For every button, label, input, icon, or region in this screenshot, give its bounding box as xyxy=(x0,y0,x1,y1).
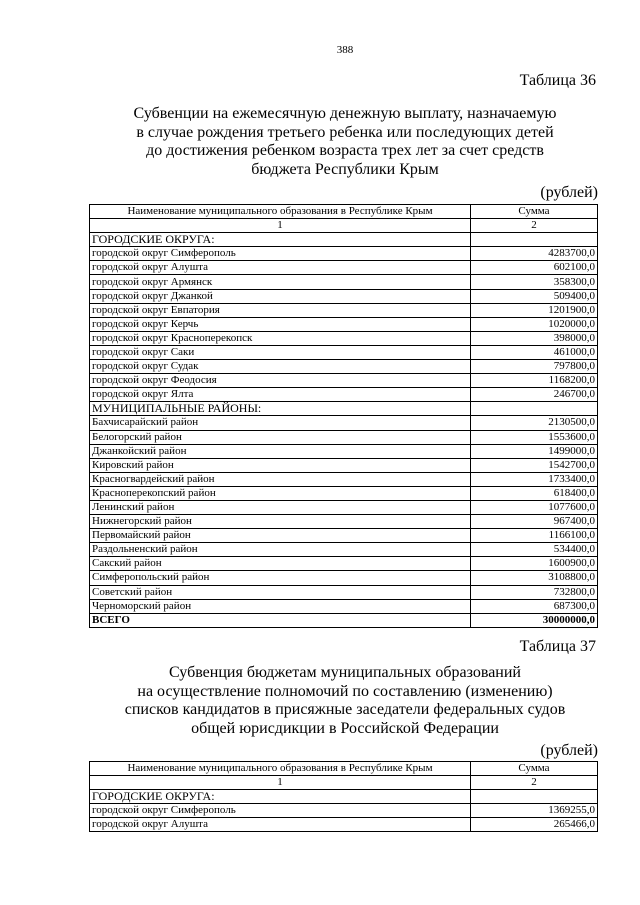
table-row xyxy=(90,289,598,303)
value-cell: 1499000,0 xyxy=(471,444,598,458)
value-cell: 358300,0 xyxy=(471,275,598,289)
table-row xyxy=(90,444,598,458)
name-cell: ГОРОДСКИЕ ОКРУГА: xyxy=(90,790,471,804)
name-cell: Бахчисарайский район xyxy=(90,416,471,430)
table-header-row xyxy=(90,762,598,776)
name-cell: городской округ Армянск xyxy=(90,275,471,289)
value-cell: 1553600,0 xyxy=(471,430,598,444)
value-cell: 687300,0 xyxy=(471,599,598,613)
value-cell: 534400,0 xyxy=(471,543,598,557)
table-row xyxy=(90,247,598,261)
value-cell: 398000,0 xyxy=(471,331,598,345)
name-cell: Черноморский район xyxy=(90,599,471,613)
table-row xyxy=(90,261,598,275)
name-cell: Джанкойский район xyxy=(90,444,471,458)
value-cell: 1020000,0 xyxy=(471,317,598,331)
name-cell: Наименование муниципального образования в Республике Крым xyxy=(90,205,471,219)
name-cell: Симферопольский район xyxy=(90,571,471,585)
name-cell: городской округ Симферополь xyxy=(90,247,471,261)
value-cell: 1542700,0 xyxy=(471,458,598,472)
table-37 xyxy=(89,761,598,832)
table-row xyxy=(90,430,598,444)
name-cell: городской округ Феодосия xyxy=(90,374,471,388)
value-cell: 732800,0 xyxy=(471,585,598,599)
table-row xyxy=(90,818,598,832)
value-cell: 1733400,0 xyxy=(471,472,598,486)
name-cell: городской округ Красноперекопск xyxy=(90,331,471,345)
table-row xyxy=(90,275,598,289)
name-cell: городской округ Алушта xyxy=(90,818,471,832)
value-cell: 1201900,0 xyxy=(471,303,598,317)
value-cell: 1168200,0 xyxy=(471,374,598,388)
value-cell: 461000,0 xyxy=(471,345,598,359)
table-row xyxy=(90,571,598,585)
table-36-label: Таблица 36 xyxy=(519,72,596,89)
value-cell: 1369255,0 xyxy=(471,804,598,818)
value-cell: 2 xyxy=(471,219,598,233)
name-cell: городской округ Керчь xyxy=(90,317,471,331)
name-cell: городской округ Алушта xyxy=(90,261,471,275)
table-36-unit: (рублей) xyxy=(540,184,598,201)
name-cell: Ленинский район xyxy=(90,500,471,514)
value-cell: 618400,0 xyxy=(471,486,598,500)
section-row xyxy=(90,233,598,247)
table-row xyxy=(90,599,598,613)
total-row xyxy=(90,613,598,627)
value-cell: 2 xyxy=(471,776,598,790)
name-cell: ВСЕГО xyxy=(90,613,471,627)
name-cell: Сакский район xyxy=(90,557,471,571)
value-cell xyxy=(471,402,598,416)
table-row xyxy=(90,804,598,818)
value-cell: 602100,0 xyxy=(471,261,598,275)
table-row xyxy=(90,416,598,430)
value-cell: 1600900,0 xyxy=(471,557,598,571)
name-cell: городской округ Судак xyxy=(90,360,471,374)
table-row xyxy=(90,500,598,514)
value-cell: 30000000,0 xyxy=(471,613,598,627)
value-cell: 2130500,0 xyxy=(471,416,598,430)
table-36 xyxy=(89,204,598,628)
section-row xyxy=(90,790,598,804)
name-cell: городской округ Евпатория xyxy=(90,303,471,317)
table-row xyxy=(90,374,598,388)
value-cell: 246700,0 xyxy=(471,388,598,402)
value-cell: 265466,0 xyxy=(471,818,598,832)
value-cell: 1077600,0 xyxy=(471,500,598,514)
table-row xyxy=(90,515,598,529)
table-row xyxy=(90,543,598,557)
table-row xyxy=(90,360,598,374)
value-cell xyxy=(471,790,598,804)
table-row xyxy=(90,458,598,472)
value-cell xyxy=(471,233,598,247)
table-row xyxy=(90,317,598,331)
table-header-row xyxy=(90,205,598,219)
value-cell: 797800,0 xyxy=(471,360,598,374)
title-line: в случае рождения третьего ребенка или последующих детей xyxy=(136,123,554,141)
table-row xyxy=(90,486,598,500)
table-row xyxy=(90,388,598,402)
name-cell: Красноперекопский район xyxy=(90,486,471,500)
value-cell: Сумма xyxy=(471,762,598,776)
column-number-row xyxy=(90,219,598,233)
value-cell: 967400,0 xyxy=(471,515,598,529)
table-37-unit: (рублей) xyxy=(540,742,598,759)
table-37-title xyxy=(90,664,600,738)
title-line: списков кандидатов в присяжные заседатели федеральных судов xyxy=(124,701,566,718)
title-line: на осуществление полномочий по составлению (изменению) xyxy=(137,682,553,700)
name-cell: Кировский район xyxy=(90,458,471,472)
name-cell: Советский район xyxy=(90,585,471,599)
name-cell: Белогорский район xyxy=(90,430,471,444)
name-cell: 1 xyxy=(90,776,471,790)
title-line: бюджета Республики Крым xyxy=(251,160,439,178)
table-row xyxy=(90,472,598,486)
table-row xyxy=(90,529,598,543)
table-row xyxy=(90,303,598,317)
name-cell: Первомайский район xyxy=(90,529,471,543)
table-row xyxy=(90,585,598,599)
table-row xyxy=(90,345,598,359)
table-37-label: Таблица 37 xyxy=(519,638,596,655)
name-cell: 1 xyxy=(90,219,471,233)
name-cell: городской округ Саки xyxy=(90,345,471,359)
section-row xyxy=(90,402,598,416)
name-cell: городской округ Джанкой xyxy=(90,289,471,303)
value-cell: Сумма xyxy=(471,205,598,219)
name-cell: ГОРОДСКИЕ ОКРУГА: xyxy=(90,233,471,247)
page-number: 388 xyxy=(336,44,354,56)
table-row xyxy=(90,557,598,571)
name-cell: Нижнегорский район xyxy=(90,515,471,529)
title-line: общей юрисдикции в Российской Федерации xyxy=(191,719,499,737)
name-cell: городской округ Симферополь xyxy=(90,804,471,818)
table-36-title xyxy=(90,105,600,179)
name-cell: Раздольненский район xyxy=(90,543,471,557)
name-cell: МУНИЦИПАЛЬНЫЕ РАЙОНЫ: xyxy=(90,402,471,416)
name-cell: Красногвардейский район xyxy=(90,472,471,486)
value-cell: 509400,0 xyxy=(471,289,598,303)
value-cell: 3108800,0 xyxy=(471,571,598,585)
name-cell: городской округ Ялта xyxy=(90,388,471,402)
title-line: Субвенция бюджетам муниципальных образований xyxy=(169,664,521,681)
title-line: Субвенции на ежемесячную денежную выплату, назначаемую xyxy=(133,105,557,122)
title-line: до достижения ребенком возраста трех лет за счет средств xyxy=(146,142,544,159)
column-number-row xyxy=(90,776,598,790)
table-row xyxy=(90,331,598,345)
value-cell: 1166100,0 xyxy=(471,529,598,543)
value-cell: 4283700,0 xyxy=(471,247,598,261)
name-cell: Наименование муниципального образования в Республике Крым xyxy=(90,762,471,776)
